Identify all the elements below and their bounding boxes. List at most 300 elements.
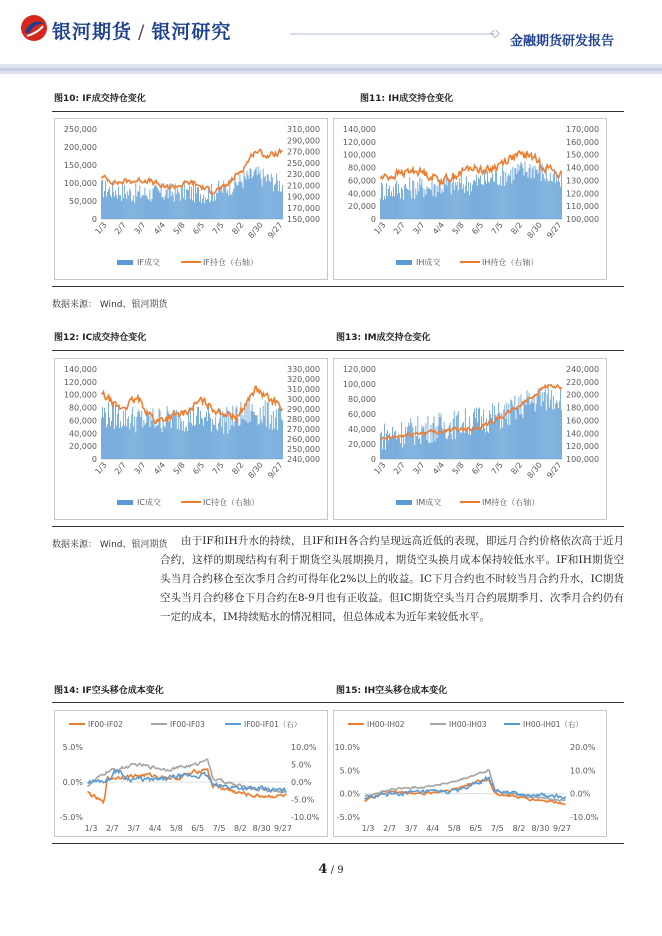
left-tick-label: 40,000 (348, 189, 376, 199)
volume-bar (397, 437, 398, 459)
x-tick-label: 6/5 (191, 220, 207, 237)
volume-bar (246, 421, 247, 459)
volume-bar (469, 195, 470, 219)
x-tick-label: 7/5 (490, 824, 504, 833)
volume-bar (257, 415, 258, 459)
volume-bar (477, 186, 478, 219)
volume-bar (241, 181, 242, 219)
legend-label-volume: IM成交 (416, 498, 442, 507)
volume-bar (250, 168, 251, 219)
volume-bar (528, 399, 529, 459)
volume-bar (159, 191, 160, 219)
right-tick-label: 270,000 (287, 425, 321, 434)
volume-bar (174, 410, 175, 459)
right-tick-label: 280,000 (287, 415, 321, 424)
left-tick-label: 5.0% (62, 743, 83, 752)
volume-bar (269, 429, 270, 459)
right-tick-label: 250,000 (287, 445, 321, 454)
volume-bar (230, 195, 231, 219)
volume-bar (262, 186, 263, 219)
volume-bar (423, 426, 424, 459)
volume-bar (278, 191, 279, 219)
volume-bar (438, 192, 439, 219)
volume-bar (532, 169, 533, 219)
volume-bar (169, 422, 170, 459)
x-tick-label: 7/5 (489, 220, 505, 237)
volume-bar (144, 188, 145, 219)
volume-bar (104, 408, 105, 459)
volume-bar (524, 176, 525, 219)
volume-bar (470, 435, 471, 459)
volume-bar (485, 433, 486, 459)
volume-bar (538, 388, 539, 459)
volume-bar (434, 185, 435, 219)
volume-bar (380, 199, 381, 219)
volume-bar (126, 426, 127, 459)
x-tick-label: 1/3 (372, 220, 388, 237)
volume-bar (185, 428, 186, 459)
legend-label-volume: IH成交 (416, 258, 441, 267)
legend-label-volume: IF成交 (137, 258, 160, 267)
x-tick-label: 4/4 (426, 824, 440, 833)
left-tick-label: -5.0% (59, 813, 83, 822)
volume-bar (133, 426, 134, 459)
volume-bar (106, 427, 107, 459)
right-tick-label: 170,000 (287, 203, 321, 213)
volume-bar (113, 192, 114, 219)
volume-bar (240, 425, 241, 459)
volume-bar (228, 413, 229, 459)
volume-bar (439, 182, 440, 219)
chart-ih-volume-oi (334, 119, 606, 279)
left-tick-label: 200,000 (63, 143, 97, 152)
x-tick-label: 3/7 (411, 220, 427, 237)
volume-bar (557, 403, 558, 459)
volume-bar (510, 399, 511, 459)
volume-bar (545, 384, 546, 459)
x-tick-label: 8/2 (509, 460, 525, 477)
volume-bar (423, 197, 424, 219)
volume-bar (394, 196, 395, 219)
volume-bar (411, 423, 412, 459)
volume-bar (200, 194, 201, 219)
volume-bar (174, 202, 175, 219)
volume-bar (139, 186, 140, 219)
volume-bar (275, 184, 276, 219)
volume-bar (537, 396, 538, 459)
volume-bar (145, 195, 146, 219)
volume-bar (556, 400, 557, 459)
volume-bar (105, 413, 106, 459)
volume-bar (166, 420, 167, 459)
volume-bar (148, 199, 149, 219)
volume-bar (435, 441, 436, 459)
volume-bar (550, 399, 551, 459)
volume-bar (538, 174, 539, 219)
x-tick-label: 1/3 (361, 824, 375, 833)
volume-bar (273, 191, 274, 219)
volume-bar (518, 408, 519, 459)
x-tick-label: 2/7 (383, 824, 396, 833)
volume-bar (520, 415, 521, 459)
volume-bar (413, 181, 414, 219)
left-tick-label: 0.0% (339, 789, 360, 799)
volume-bar (533, 166, 534, 219)
volume-bar (387, 430, 388, 459)
volume-bar (406, 188, 407, 219)
right-tick-label: 240,000 (566, 365, 600, 374)
volume-bar (227, 434, 228, 459)
x-tick-label: 9/27 (266, 460, 285, 481)
volume-bar (194, 202, 195, 219)
volume-bar (132, 407, 133, 459)
volume-bar (408, 423, 409, 459)
legend-label: IH00-IH03 (449, 720, 487, 729)
x-tick-label: 8/2 (230, 460, 246, 477)
volume-bar (445, 184, 446, 219)
left-tick-label: 120,000 (63, 377, 97, 387)
rule-top-row1 (52, 111, 624, 112)
volume-bar (522, 414, 523, 459)
volume-bar (530, 164, 531, 219)
volume-bar (398, 184, 399, 219)
right-tick-label: 0.0% (570, 789, 591, 799)
brand-name (52, 17, 231, 44)
volume-bar (517, 174, 518, 219)
volume-bar (460, 432, 461, 459)
volume-bar (556, 172, 557, 219)
volume-bar (524, 403, 525, 459)
right-tick-label: 100,000 (566, 215, 600, 224)
volume-bar (552, 181, 553, 219)
volume-bar (399, 193, 400, 219)
volume-bar (203, 426, 204, 459)
left-tick-label: 20,000 (348, 202, 376, 212)
x-tick-label: 9/27 (266, 220, 285, 241)
volume-bar (470, 183, 471, 219)
volume-bar (447, 186, 448, 219)
volume-bar (112, 181, 113, 219)
volume-bar (427, 440, 428, 459)
volume-bar (110, 195, 111, 219)
volume-bar (447, 439, 448, 459)
right-tick-label: 210,000 (287, 181, 321, 191)
volume-bar (539, 395, 540, 459)
volume-bar (244, 172, 245, 219)
volume-bar (426, 423, 427, 459)
volume-bar (280, 408, 281, 459)
volume-bar (149, 415, 150, 459)
volume-bar (405, 184, 406, 219)
volume-bar (419, 177, 420, 219)
volume-bar (385, 199, 386, 219)
volume-bar (217, 193, 218, 219)
volume-bar (492, 174, 493, 219)
volume-bar (129, 429, 130, 459)
volume-bar (387, 196, 388, 219)
volume-bar (405, 427, 406, 459)
volume-bar (135, 432, 136, 459)
volume-bar (118, 186, 119, 219)
volume-bar (272, 177, 273, 219)
volume-bar (234, 421, 235, 459)
volume-bar (102, 180, 103, 219)
volume-bar (282, 421, 283, 459)
report-type: 金融期货研发报告 (509, 34, 614, 49)
volume-bar (523, 418, 524, 459)
volume-bar (182, 430, 183, 459)
volume-bar (450, 180, 451, 219)
x-tick-label: 7/5 (212, 824, 226, 833)
volume-bar (560, 388, 561, 459)
volume-bar (468, 182, 469, 219)
volume-bar (152, 199, 153, 219)
volume-bar (494, 181, 495, 219)
volume-bar (492, 403, 493, 459)
source-note-1: 数据来源： Wind、银河期货 (52, 300, 168, 310)
volume-bar (197, 407, 198, 459)
volume-bar (550, 173, 551, 219)
volume-bar (270, 182, 271, 219)
volume-bar (108, 189, 109, 219)
volume-bar (546, 167, 547, 219)
volume-bar (276, 174, 277, 219)
volume-bar (217, 431, 218, 459)
volume-bar (101, 418, 102, 459)
volume-bar (258, 166, 259, 219)
volume-bar (487, 171, 488, 219)
volume-bar (432, 179, 433, 219)
volume-bar (413, 436, 414, 459)
x-tick-label: 1/3 (93, 220, 109, 237)
volume-bar (140, 198, 141, 219)
volume-bar (531, 402, 532, 459)
volume-bar (247, 171, 248, 219)
volume-bar (213, 424, 214, 459)
volume-bar (181, 187, 182, 219)
volume-bar (513, 408, 514, 459)
x-tick-label: 5/8 (169, 824, 183, 833)
volume-bar (551, 181, 552, 219)
x-tick-label: 3/7 (127, 824, 141, 833)
volume-bar (256, 167, 257, 219)
right-tick-label: 130,000 (566, 176, 600, 186)
volume-bar (199, 424, 200, 459)
volume-bar (184, 432, 185, 459)
volume-bar (390, 438, 391, 459)
chart-ic-volume-oi (55, 359, 327, 519)
volume-bar (536, 170, 537, 219)
volume-bar (548, 182, 549, 219)
right-tick-label: 300,000 (287, 395, 321, 404)
volume-bar (163, 197, 164, 219)
volume-bar (457, 414, 458, 459)
volume-bar (252, 178, 253, 219)
x-tick-label: 8/30 (246, 460, 265, 481)
volume-bar (551, 390, 552, 459)
rule-top-row3 (52, 702, 624, 703)
x-tick-label: 4/4 (431, 460, 447, 477)
volume-bar (488, 181, 489, 219)
volume-bar (143, 420, 144, 459)
volume-bar (474, 180, 475, 219)
volume-bar (462, 189, 463, 219)
volume-bar (212, 419, 213, 459)
right-tick-label: 150,000 (287, 215, 321, 224)
volume-bar (499, 184, 500, 219)
x-tick-label: 4/4 (148, 824, 162, 833)
volume-bar (215, 417, 216, 459)
volume-bar (223, 180, 224, 219)
rule-bottom-row1 (52, 286, 624, 287)
volume-bar (281, 419, 282, 459)
right-tick-label: 120,000 (566, 189, 600, 199)
volume-bar (147, 196, 148, 219)
volume-bar (494, 406, 495, 459)
volume-bar (223, 434, 224, 459)
legend-swatch-volume (117, 260, 133, 265)
volume-bar (389, 185, 390, 219)
volume-bar (500, 429, 501, 459)
volume-bar (255, 415, 256, 459)
volume-bar (265, 400, 266, 459)
volume-bar (154, 187, 155, 219)
volume-bar (127, 191, 128, 219)
volume-bar (464, 433, 465, 459)
volume-bar (456, 416, 457, 459)
volume-bar (215, 200, 216, 219)
volume-bar (501, 413, 502, 459)
left-tick-label: 0 (91, 455, 97, 464)
volume-bar (512, 167, 513, 219)
volume-bar (518, 164, 519, 219)
volume-bar (127, 419, 128, 459)
rule-bottom-row3 (52, 843, 624, 844)
volume-bar (430, 189, 431, 219)
volume-bar (125, 407, 126, 459)
volume-bar (172, 192, 173, 219)
x-tick-label: 5/8 (450, 220, 466, 237)
volume-bar (259, 174, 260, 219)
volume-bar (132, 200, 133, 219)
volume-bar (211, 184, 212, 219)
volume-bar (211, 432, 212, 459)
volume-bar (173, 410, 174, 459)
volume-bar (263, 169, 264, 219)
volume-bar (254, 412, 255, 459)
volume-bar (258, 425, 259, 459)
volume-bar (117, 199, 118, 219)
volume-bar (410, 191, 411, 219)
volume-bar (561, 410, 562, 459)
volume-bar (479, 407, 480, 459)
volume-bar (498, 185, 499, 219)
volume-bar (443, 192, 444, 219)
volume-bar (392, 197, 393, 219)
volume-bar (190, 199, 191, 219)
volume-bar (264, 177, 265, 219)
chart-frame-14 (54, 710, 328, 837)
volume-bar (183, 421, 184, 459)
volume-bar (121, 428, 122, 459)
volume-bar (175, 415, 176, 459)
volume-bar (178, 412, 179, 459)
volume-bar (153, 189, 154, 219)
volume-bar (201, 418, 202, 459)
right-tick-label: 250,000 (287, 158, 321, 168)
volume-bar (265, 176, 266, 219)
volume-bar (453, 419, 454, 459)
volume-bar (148, 411, 149, 459)
volume-bar (455, 439, 456, 459)
volume-bar (473, 413, 474, 459)
volume-bar (122, 184, 123, 219)
volume-bar (394, 432, 395, 459)
volume-bar (109, 187, 110, 219)
page-number (0, 862, 662, 877)
volume-bar (404, 444, 405, 459)
legend-swatch-volume (117, 500, 133, 505)
volume-bar (488, 433, 489, 459)
x-tick-label: 8/30 (252, 824, 271, 833)
x-tick-label: 1/3 (84, 824, 98, 833)
volume-bar (532, 399, 533, 459)
volume-bar (169, 184, 170, 219)
volume-bar (252, 404, 253, 459)
volume-bar (128, 195, 129, 219)
volume-bar (445, 430, 446, 459)
volume-bar (173, 195, 174, 219)
volume-bar (142, 195, 143, 219)
volume-bar (231, 194, 232, 219)
legend-label-volume: IC成交 (137, 498, 161, 507)
brand-slash: / (138, 21, 146, 43)
brand-left: 银河期货 (52, 21, 133, 43)
volume-bar (238, 185, 239, 219)
volume-bar (422, 188, 423, 219)
volume-bar (164, 200, 165, 220)
volume-bar (403, 200, 404, 219)
volume-bar (499, 413, 500, 459)
legend-label: IH00-IH02 (367, 720, 405, 729)
volume-bar (178, 191, 179, 219)
volume-bar (187, 431, 188, 459)
chart-frame-12 (54, 358, 328, 520)
volume-bar (281, 191, 282, 219)
volume-bar (502, 165, 503, 219)
volume-bar (159, 408, 160, 459)
figure-title-13: 图13: IM成交持仓变化 (336, 333, 431, 343)
volume-bar (427, 186, 428, 219)
volume-bar (472, 185, 473, 219)
volume-bar (260, 170, 261, 219)
volume-bar (161, 183, 162, 219)
volume-bar (554, 169, 555, 219)
volume-bar (402, 189, 403, 219)
volume-bar (521, 162, 522, 219)
volume-bar (393, 435, 394, 459)
volume-bar (417, 182, 418, 219)
volume-bar (246, 179, 247, 219)
page-sep: / (327, 865, 338, 876)
volume-bar (245, 176, 246, 219)
volume-bar (216, 429, 217, 459)
x-tick-label: 8/2 (512, 824, 526, 833)
left-tick-label: 0.0% (62, 778, 83, 787)
chart-frame-15 (333, 710, 607, 837)
volume-bar (451, 194, 452, 219)
volume-bar (441, 194, 442, 219)
